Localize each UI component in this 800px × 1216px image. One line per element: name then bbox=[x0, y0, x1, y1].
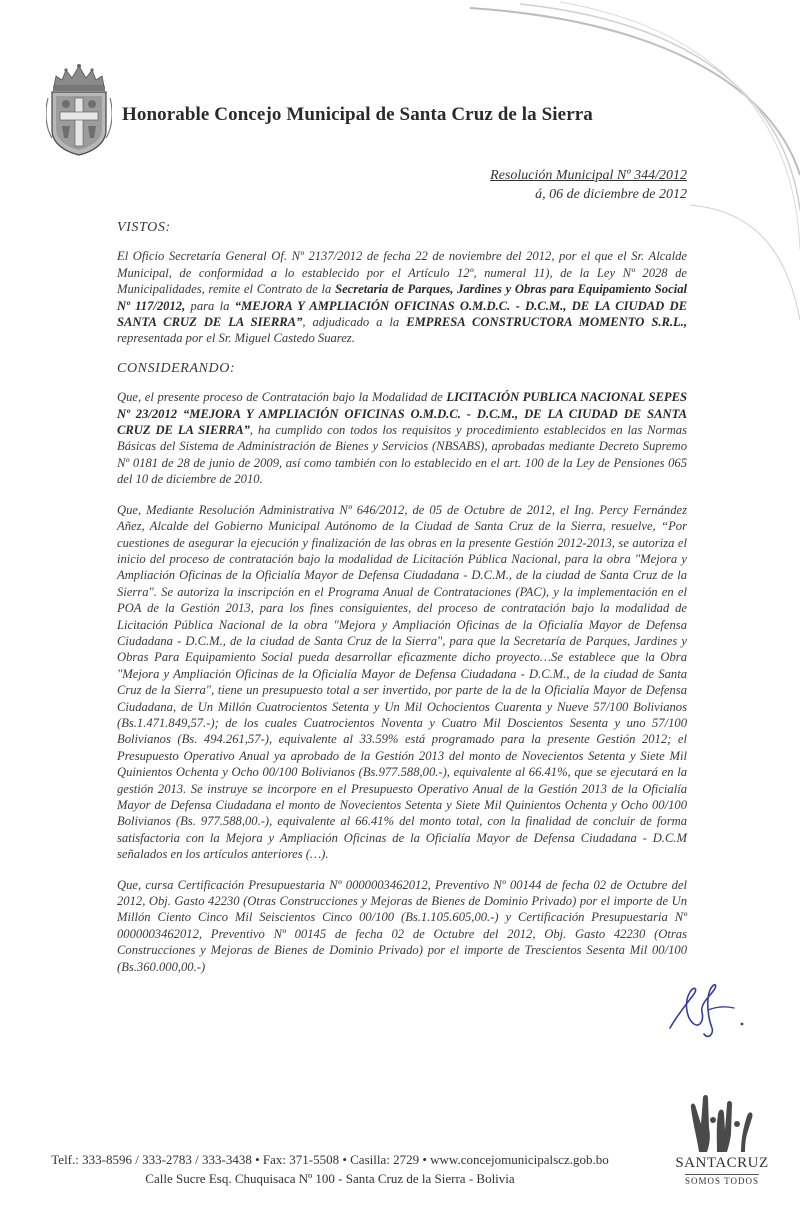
vistos-text-3: , adjudicado a la bbox=[302, 315, 407, 330]
raised-hands-icon bbox=[687, 1094, 757, 1154]
municipal-coat-of-arms-icon bbox=[46, 58, 112, 156]
considerando-text-1: Que, el presente proceso de Contratación bajo la Modalidad de bbox=[117, 390, 447, 405]
vistos-text-4: representada por el Sr. Miguel Castedo Suarez. bbox=[117, 331, 355, 346]
footer bbox=[0, 1150, 660, 1188]
vistos-text-1: El Oficio Secretaría General Of. Nº 2137/2012 de fecha 22 de noviembre del 2012, por el que el Sr. Alcalde Municipal, de conformidad a lo establecido por el Artículo 12º, numeral 11), de la Ley Nº 2028 de Municipalidades, remite el Contrato de la bbox=[117, 249, 687, 297]
handwritten-signature-icon bbox=[664, 984, 748, 1044]
vistos-paragraph bbox=[117, 248, 687, 346]
considerando-tender-bold: LICITACIÓN PUBLICA NACIONAL SEPES Nº 23/2012 “MEJORA Y AMPLIACIÓN OFICINAS O.M.D.C. - D.C.M., DE LA CIUDAD DE SANTA CRUZ DE LA SIERRA” bbox=[117, 390, 687, 438]
vistos-contract-bold: Secretaria de Parques, Jardines y Obras para Equipamiento Social Nº 117/2012, bbox=[117, 282, 687, 313]
vistos-company-bold: EMPRESA CONSTRUCTORA MOMENTO S.R.L., bbox=[406, 315, 688, 330]
footer-address: Calle Sucre Esq. Chuquisaca Nº 100 - Santa Cruz de la Sierra - Bolivia bbox=[145, 1171, 515, 1186]
logo-wordmark: SANTACRUZ bbox=[675, 1155, 769, 1171]
organization-title: Honorable Concejo Municipal de Santa Cruz de la Sierra bbox=[122, 104, 593, 125]
logo-tagline: SOMOS TODOS bbox=[685, 1176, 759, 1186]
footer-contact: Telf.: 333-8596 / 333-2783 / 333-3438 • Fax: 371-5508 • Casilla: 2729 • www.concejomunicipalscz.gob.bo bbox=[51, 1152, 609, 1167]
santa-cruz-logo bbox=[672, 1094, 772, 1186]
resolution-block bbox=[490, 166, 687, 204]
considerando-paragraph-2: Que, Mediante Resolución Administrativa Nº 646/2012, de 05 de Octubre de 2012, el Ing. Percy Fernández Añez, Alcalde del Gobierno Municipal Autónomo de la Ciudad de Santa Cruz de la Sierra, resuelve, “Por cuestiones de asegurar la ejecución y finalización de las obras en la presente Gestión 2012-2013, se autoriza el inicio del proceso de contratación bajo la modalidad de Licitación Pública Nacional, para la obra "Mejora y Ampliación Oficinas de la Oficialía Mayor de Defensa Ciudadana - D.C.M., de la ciudad de Santa Cruz de la Sierra". Se autoriza la inscripción en el Programa Anual de Contrataciones (PAC), y la implementación en el POA de la Gestión 2013, para los fines consiguientes, del proceso de contratación bajo la modalidad de Licitación Pública Nacional de la obra "Mejora y Ampliación Oficinas de la Oficialía Mayor de Defensa Ciudadana - D.C.M., de la ciudad de Santa Cruz de la Sierra", para que la Secretaría de Parques, Jardines y Obras Para Equipamiento Social pueda desarrollar eficazmente dicho proyecto…Se establece que la Obra "Mejora y Ampliación Oficinas de la Oficialía Mayor de Defensa Ciudadana - D.C.M., de la ciudad de Santa Cruz de la Sierra", tiene un presupuesto total a ser invertido, por parte de la de la Oficialía Mayor de Defensa Ciudadana, de Un Millón Cuatrocientos Setenta y Un Mil Ochocientos Cuarenta y Nueve 57/100 Bolivianos (Bs.1.471.849,57.-); de los cuales Cuatrocientos Noventa y Cuatro Mil Doscientos Sesenta y uno 57/100 Bolivianos (Bs. 494.261,57-), equivalente al 33.59% está programado para la presente Gestión 2012; el Presupuesto Operativo Anual ya aprobado de la Gestión 2013 del monto de Novecientos Setenta y Siete Mil Quinientos Ochenta y Ocho 00/100 Bolivianos (Bs.977.588,00.-), equivalente al 66.41%, que se ejecutará en la gestión 2013. Se instruye se incorpore en el Presupuesto Operativo Anual de la Gestión 2013 de la Oficialía Mayor de Defensa Ciudadana el monto de Novecientos Setenta y Siete Mil Quinientos Ochenta y Ocho 00/100 Bolivianos (Bs. 977.588,00.-), equivalente al 66.41% del monto total, con la finalidad de concluir de forma satisfactoria con la Mejora y Ampliación Oficinas de la Oficialía Mayor de Defensa Ciudadana - D.C.M señalados en los artículos anteriores (…). bbox=[117, 502, 687, 862]
vistos-project-bold: “MEJORA Y AMPLIACIÓN OFICINAS O.M.D.C. - D.C.M., DE LA CIUDAD DE SANTA CRUZ DE LA SIERRA” bbox=[117, 298, 687, 330]
vistos-text-2: para la bbox=[185, 298, 235, 313]
resolution-date: á, 06 de diciembre de 2012 bbox=[535, 187, 687, 202]
considerando-heading: CONSIDERANDO: bbox=[117, 360, 236, 376]
considerando-text-2: , ha cumplido con todos los requisitos y procedimiento establecidos en las Normas Básicas del Sistema de Administración de Bienes y Servicios (NBSABS), aprobadas mediante Decreto Supremo Nº 0181 de 28 de junio de 2009, así como también con lo establecido en el art. 100 de la Ley de Pensiones 065 del 10 de diciembre de 2010. bbox=[117, 423, 687, 487]
vistos-heading: VISTOS: bbox=[117, 220, 171, 235]
considerando-paragraph-1 bbox=[117, 389, 687, 487]
document-body bbox=[117, 220, 687, 989]
considerando-paragraph-3: Que, cursa Certificación Presupuestaria Nº 0000003462012, Preventivo Nº 00144 de fecha 02 de Octubre del 2012, Obj. Gasto 42230 (Otras Construcciones y Mejoras de Bienes de Dominio Privado) por el importe de Un Millón Ciento Cinco Mil Seiscientos Cinco 00/100 (Bs.1.105.605,00.-) y Certificación Presupuestaria Nº 0000003462012, Preventivo Nº 00145 de fecha 02 de Octubre del 2012, Obj. Gasto 42230 (Otras Construcciones y Mejoras de Bienes de Dominio Privado) por el importe de Trescientos Sesenta Mil 00/100 (Bs.360.000,00.-) bbox=[117, 877, 687, 974]
resolution-number: Resolución Municipal Nº 344/2012 bbox=[490, 168, 687, 183]
